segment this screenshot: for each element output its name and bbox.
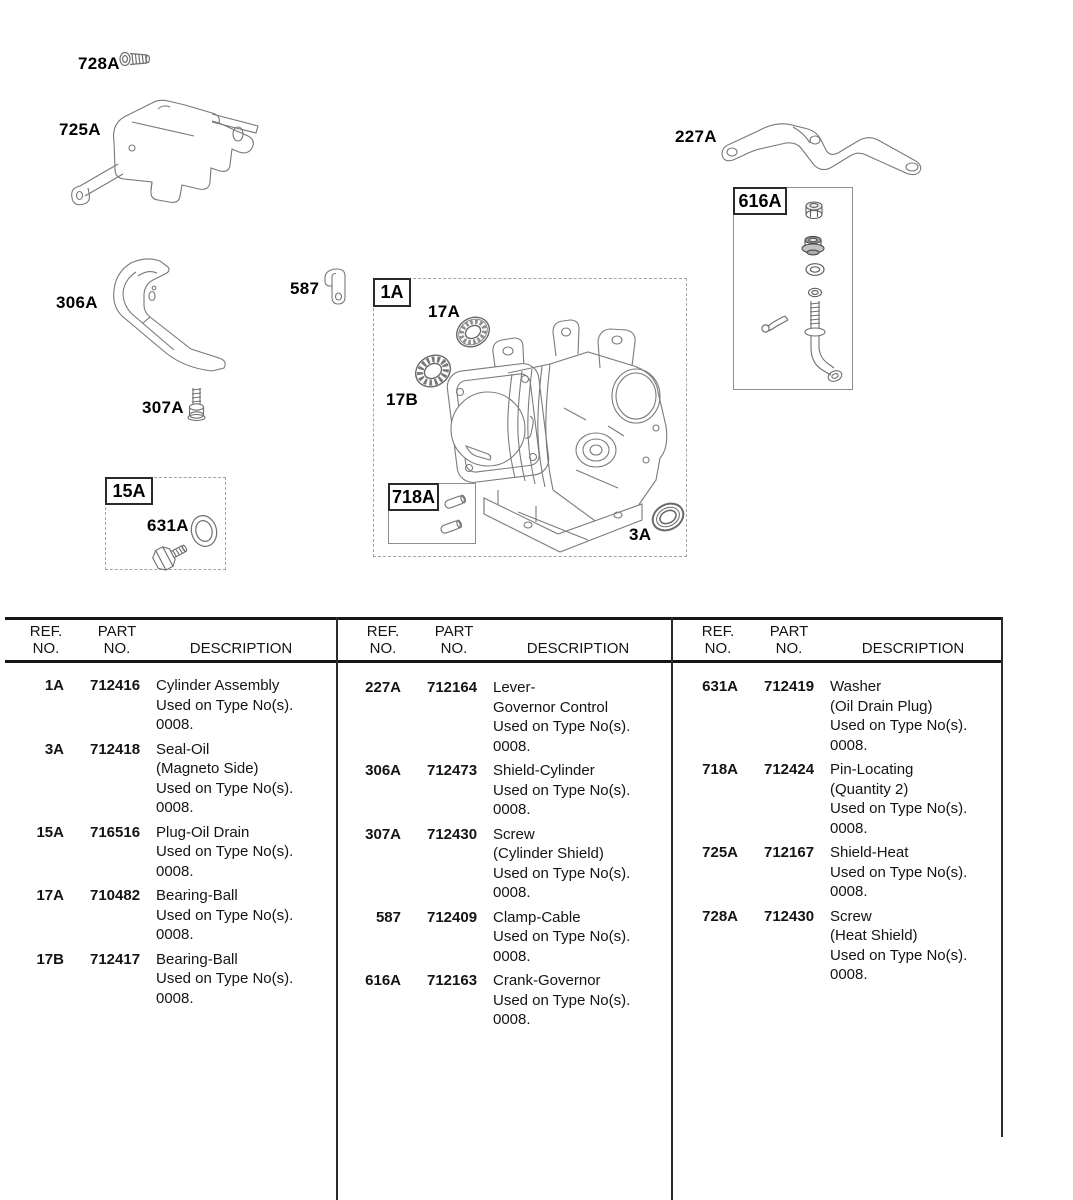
description-line: 0008. [156, 716, 194, 733]
callout-725A: 725A [59, 120, 101, 139]
description-cell [156, 886, 332, 945]
description-line: 0008. [493, 947, 531, 965]
heat-shield-screw-drawing [119, 48, 151, 70]
description-line: Used on Type No(s). [830, 946, 968, 964]
table-header-rule [5, 660, 1003, 663]
table-row [0, 823, 332, 882]
description-cell [156, 950, 332, 1009]
description-line: 0008. [156, 799, 194, 816]
description-line: Used on Type No(s). [830, 863, 968, 881]
callout-631A: 631A [147, 516, 189, 535]
group-box-718A [388, 483, 476, 544]
description-cell [830, 843, 1006, 902]
parts-column-2 [337, 678, 669, 1035]
table-row [0, 886, 332, 945]
description-line: Used on Type No(s). [156, 843, 294, 860]
part-no-cell: 712167 [764, 844, 815, 861]
part-no-cell: 712416 [90, 677, 141, 694]
description-line: Bearing-Ball [156, 950, 238, 968]
ref-no-cell: 307A [365, 825, 401, 843]
ref-no-header: REF. NO. [701, 623, 735, 657]
description-line: Shield-Cylinder [493, 762, 595, 779]
description-line: 0008. [156, 926, 194, 943]
table-row [337, 825, 669, 903]
ref-no-cell: 631A [702, 678, 738, 695]
group-box-15A-label: 15A [105, 477, 153, 505]
ref-no-cell: 1A [44, 677, 64, 694]
description-line: Clamp-Cable [493, 908, 581, 926]
cotter-pin-drawing [758, 313, 792, 335]
description-cell [156, 823, 332, 882]
ref-no-cell: 17B [36, 950, 64, 968]
description-cell [830, 907, 1006, 985]
description-line: Used on Type No(s). [830, 800, 968, 817]
governor-lever-drawing [716, 110, 932, 180]
ref-no-cell: 227A [365, 679, 401, 696]
part-no-cell: 712409 [427, 908, 478, 926]
heat-shield-drawing [62, 92, 264, 212]
table-row [674, 677, 1006, 755]
ref-no-header: REF. NO. [29, 623, 63, 657]
part-no-header: PART NO. [434, 623, 474, 657]
part-no-header: PART NO. [769, 623, 809, 657]
description-cell [830, 677, 1006, 755]
part-no-cell: 712417 [90, 950, 141, 968]
table-top-rule [5, 617, 1003, 620]
description-line: Crank-Governor [493, 972, 601, 989]
description-line: Used on Type No(s). [156, 696, 294, 714]
callout-307A: 307A [142, 398, 184, 417]
description-line: Plug-Oil Drain [156, 823, 250, 841]
description-line: Used on Type No(s). [830, 717, 968, 734]
ref-no-cell: 17A [36, 887, 64, 904]
group-box-718A-label: 718A [388, 483, 439, 511]
description-header: DESCRIPTION [189, 640, 293, 657]
description-line: Screw [493, 825, 535, 843]
part-no-cell: 712419 [764, 678, 815, 695]
cable-clamp-drawing [321, 266, 349, 308]
part-no-cell: 716516 [90, 823, 141, 841]
part-no-cell: 712163 [427, 972, 478, 989]
description-line: Used on Type No(s). [493, 991, 631, 1009]
ref-no-cell: 718A [702, 761, 738, 778]
description-line: 0008. [493, 801, 531, 818]
callout-587: 587 [290, 279, 320, 298]
parts-list-table [0, 615, 1073, 1200]
table-row [337, 761, 669, 820]
part-no-cell: 712424 [764, 761, 815, 778]
description-cell [493, 761, 669, 820]
description-line: 0008. [493, 1011, 531, 1028]
table-row [0, 676, 332, 735]
governor-crank-drawing [794, 298, 848, 388]
part-no-cell: 712430 [427, 825, 478, 843]
description-line: (Quantity 2) [830, 780, 909, 798]
description-line: 0008. [830, 736, 868, 754]
ref-no-cell: 3A [44, 740, 64, 758]
description-cell [493, 678, 669, 756]
cylinder-shield-screw-drawing [184, 386, 210, 422]
description-line: Seal-Oil [156, 740, 210, 758]
crank-locknut-drawing [800, 234, 826, 258]
part-no-cell: 710482 [90, 887, 141, 904]
description-line: Governor Control [493, 698, 609, 716]
description-cell [156, 676, 332, 735]
table-row [0, 740, 332, 818]
description-line: Bearing-Ball [156, 887, 238, 904]
description-line: Used on Type No(s). [156, 970, 294, 987]
description-header: DESCRIPTION [526, 640, 630, 657]
column-divider-2 [671, 617, 673, 1200]
description-line: Used on Type No(s). [493, 928, 631, 945]
callout-227A: 227A [675, 127, 717, 146]
part-no-header: PART NO. [97, 623, 137, 657]
description-line: Used on Type No(s). [493, 781, 631, 799]
ref-no-cell: 616A [365, 972, 401, 989]
description-line: Pin-Locating [830, 761, 914, 778]
table-row [0, 950, 332, 1009]
callout-306A: 306A [56, 293, 98, 312]
callout-3A: 3A [629, 525, 652, 544]
description-line: Used on Type No(s). [493, 864, 631, 882]
description-line: 0008. [156, 862, 194, 880]
group-box-1A-label: 1A [373, 278, 411, 307]
description-line: Screw [830, 907, 872, 925]
ref-no-cell: 728A [702, 907, 738, 925]
crank-washer-drawing [804, 261, 826, 278]
callout-728A: 728A [78, 54, 120, 73]
callout-17A: 17A [428, 302, 461, 321]
table-row [674, 907, 1006, 985]
parts-column-3 [674, 677, 1006, 990]
description-line: 0008. [493, 737, 531, 755]
description-line: Cylinder Assembly [156, 677, 280, 694]
locating-pins-drawing [389, 484, 475, 543]
ref-no-header: REF. NO. [366, 623, 400, 657]
ref-no-cell: 587 [375, 908, 401, 926]
description-header: DESCRIPTION [861, 640, 965, 657]
crank-nut-drawing [802, 200, 826, 222]
table-row [674, 843, 1006, 902]
table-row [337, 678, 669, 756]
table-row [337, 971, 669, 1030]
description-cell [830, 760, 1006, 838]
description-cell [493, 971, 669, 1030]
part-no-cell: 712418 [90, 740, 141, 758]
description-line: 0008. [830, 883, 868, 900]
description-line: 0008. [830, 966, 868, 983]
description-line: Used on Type No(s). [156, 906, 294, 924]
part-no-cell: 712473 [427, 762, 478, 779]
description-line: Used on Type No(s). [493, 718, 631, 735]
ref-no-cell: 725A [702, 844, 738, 861]
description-line: 0008. [830, 819, 868, 837]
oil-drain-plug-drawing [150, 540, 192, 572]
table-row [674, 760, 1006, 838]
group-box-616A-label: 616A [733, 187, 787, 215]
description-cell [156, 740, 332, 818]
description-line: Used on Type No(s). [156, 779, 294, 797]
oil-seal-drawing [648, 496, 688, 538]
ref-no-cell: 306A [365, 762, 401, 779]
description-cell [493, 908, 669, 967]
description-line: Shield-Heat [830, 844, 909, 861]
parts-column-1 [0, 676, 332, 1013]
description-line: 0008. [156, 989, 194, 1007]
description-line: (Magneto Side) [156, 760, 259, 777]
table-row [337, 908, 669, 967]
part-no-cell: 712430 [764, 907, 815, 925]
description-cell [493, 825, 669, 903]
description-line: 0008. [493, 884, 531, 901]
part-no-cell: 712164 [427, 679, 478, 696]
ref-no-cell: 15A [36, 823, 64, 841]
description-line: (Oil Drain Plug) [830, 697, 933, 715]
cylinder-shield-drawing [93, 255, 233, 377]
description-line: Washer [830, 678, 882, 695]
description-line: Lever- [493, 679, 536, 696]
callout-17B: 17B [386, 390, 419, 409]
description-line: (Cylinder Shield) [493, 845, 604, 862]
description-line: (Heat Shield) [830, 927, 918, 944]
